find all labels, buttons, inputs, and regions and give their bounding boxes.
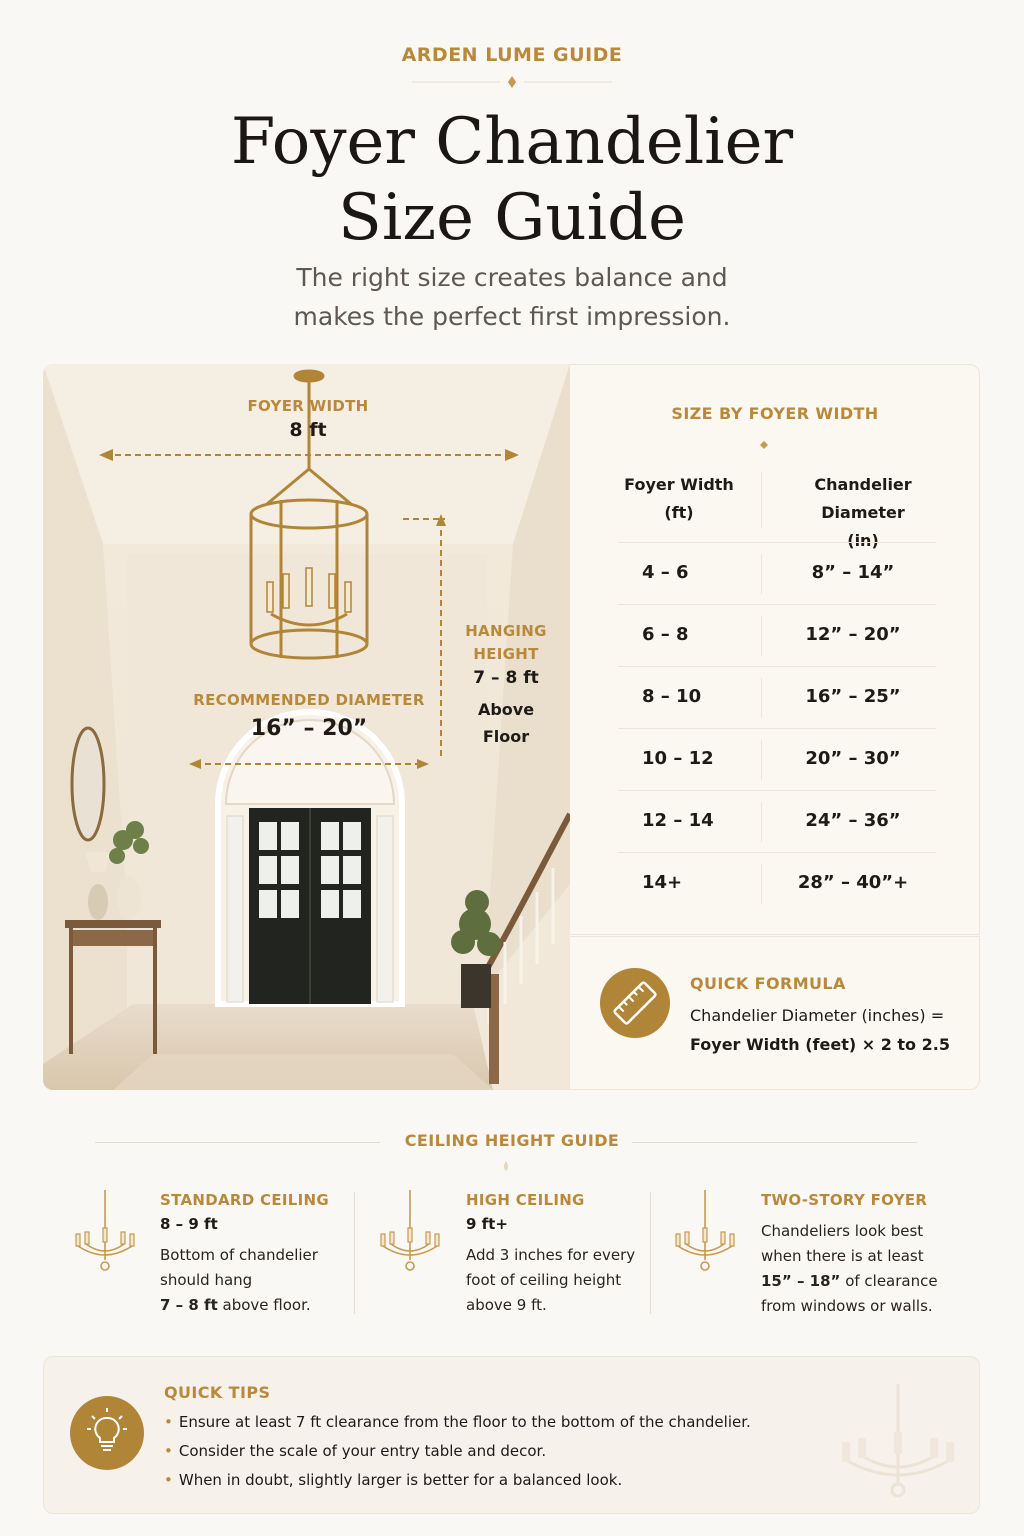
column-header-line-2: (in)	[847, 531, 879, 550]
column-header-line-1: Foyer Width	[624, 475, 734, 494]
formula-line-1: Chandelier Diameter (inches) =	[690, 1006, 945, 1025]
ceiling-col-line: above 9 ft.	[466, 1296, 547, 1314]
ceiling-col-line: Bottom of chandelier	[160, 1246, 318, 1264]
ruler-icon	[600, 968, 670, 1038]
diamond-ornament-icon	[759, 440, 769, 450]
title-line-1: Foyer Chandelier	[230, 105, 794, 179]
chandelier-icon	[72, 1188, 138, 1278]
tip-text: Consider the scale of your entry table and decor.	[178, 1442, 547, 1460]
column-divider	[761, 472, 762, 528]
table-cell-diameter: 20” – 30”	[805, 748, 901, 769]
ceiling-col-line: should hang	[160, 1271, 253, 1289]
brand-name: ARDEN LUME GUIDE	[401, 44, 623, 66]
ceiling-col-emphasis: 15” – 18”	[761, 1272, 841, 1290]
ceiling-col-line: from windows or walls.	[761, 1297, 933, 1315]
column-divider	[761, 864, 762, 904]
table-cell-width: 14+	[642, 872, 683, 893]
column-header-line-2: (ft)	[664, 503, 694, 522]
ceiling-col-line: Add 3 inches for every	[466, 1246, 636, 1264]
hanging-label-line-1: HANGING	[465, 622, 547, 640]
hanging-height-label	[446, 620, 566, 666]
bullet-icon: •	[164, 1442, 173, 1460]
bullet-icon: •	[164, 1471, 173, 1489]
hanging-height-note	[446, 696, 566, 750]
column-divider	[761, 678, 762, 718]
column-header-foyer-width	[606, 471, 752, 527]
ceiling-col-line: foot of ceiling height	[466, 1271, 622, 1289]
foyer-width-value: 8 ft	[289, 419, 327, 441]
tip-item	[164, 1471, 622, 1489]
table-cell-diameter: 12” – 20”	[805, 624, 901, 645]
ceiling-col-text	[761, 1219, 938, 1319]
page-title	[0, 104, 1024, 256]
hanging-height-value: 7 – 8 ft	[473, 668, 539, 688]
table-cell-diameter: 16” – 25”	[805, 686, 901, 707]
column-divider	[761, 616, 762, 656]
tip-text: Ensure at least 7 ft clearance from the floor to the bottom of the chandelier.	[178, 1413, 751, 1431]
ceiling-col-line: when there is at least	[761, 1247, 924, 1265]
ruler-icon-badge	[600, 968, 670, 1038]
ceiling-col-title: STANDARD CEILING	[160, 1191, 329, 1209]
bullet-icon: •	[164, 1413, 173, 1431]
table-cell-width: 10 – 12	[642, 748, 714, 769]
hanging-label-line-2: HEIGHT	[473, 645, 539, 663]
brand-ornament-icon	[412, 72, 612, 92]
hanging-note-line-1: Above	[477, 700, 535, 719]
ceiling-col-range: 8 – 9 ft	[160, 1215, 218, 1233]
subtitle-line-2: makes the perfect first impression.	[293, 302, 731, 331]
formula-line-2: Foyer Width (feet) × 2 to 2.5	[690, 1035, 950, 1054]
subtitle-line-1: The right size creates balance and	[296, 263, 728, 292]
chandelier-icon	[377, 1188, 443, 1278]
ceiling-col-title: TWO-STORY FOYER	[761, 1191, 928, 1209]
tip-item	[164, 1442, 546, 1460]
chandelier-watermark-icon	[836, 1380, 960, 1502]
page-subtitle	[0, 258, 1024, 336]
lightbulb-icon-badge	[70, 1396, 144, 1470]
chandelier-icon	[672, 1188, 738, 1278]
table-cell-width: 4 – 6	[642, 562, 689, 583]
tips-title: QUICK TIPS	[164, 1383, 271, 1402]
ceiling-col-emphasis: 7 – 8 ft	[160, 1296, 218, 1314]
column-divider	[354, 1192, 355, 1314]
ceiling-col-range: 9 ft+	[466, 1215, 508, 1233]
table-cell-diameter: 24” – 36”	[805, 810, 901, 831]
foyer-width-label: FOYER WIDTH	[247, 397, 369, 415]
ceiling-guide-title: CEILING HEIGHT GUIDE	[404, 1131, 620, 1150]
diameter-label: RECOMMENDED DIAMETER	[193, 691, 425, 709]
formula-title: QUICK FORMULA	[690, 974, 846, 993]
column-divider	[761, 802, 762, 842]
ceiling-col-title: HIGH CEILING	[466, 1191, 585, 1209]
ceiling-col-text	[466, 1243, 635, 1318]
column-divider	[650, 1192, 651, 1314]
tip-item	[164, 1413, 751, 1431]
ceiling-col-line: Chandeliers look best	[761, 1222, 924, 1240]
title-line-2: Size Guide	[338, 181, 686, 255]
table-cell-diameter: 8” – 14”	[811, 562, 895, 583]
table-cell-width: 12 – 14	[642, 810, 714, 831]
diameter-value: 16” – 20”	[250, 716, 368, 741]
column-divider	[761, 740, 762, 780]
table-cell-width: 8 – 10	[642, 686, 702, 707]
ceiling-col-line-rest: of clearance	[840, 1272, 938, 1290]
ceiling-col-line	[160, 1293, 318, 1318]
column-header-line-1: Chandelier Diameter	[814, 475, 912, 522]
ceiling-col-text	[160, 1243, 318, 1318]
column-divider	[761, 554, 762, 594]
size-table-title: SIZE BY FOYER WIDTH	[671, 404, 879, 423]
ceiling-col-line-rest: above floor.	[217, 1296, 311, 1314]
tip-text: When in doubt, slightly larger is better for a balanced look.	[178, 1471, 623, 1489]
table-cell-diameter: 28” – 40”+	[797, 872, 909, 893]
ceiling-col-line	[761, 1269, 938, 1294]
lightbulb-icon	[70, 1396, 144, 1470]
table-cell-width: 6 – 8	[642, 624, 689, 645]
drop-ornament-icon	[501, 1160, 511, 1172]
hanging-note-line-2: Floor	[482, 727, 530, 746]
